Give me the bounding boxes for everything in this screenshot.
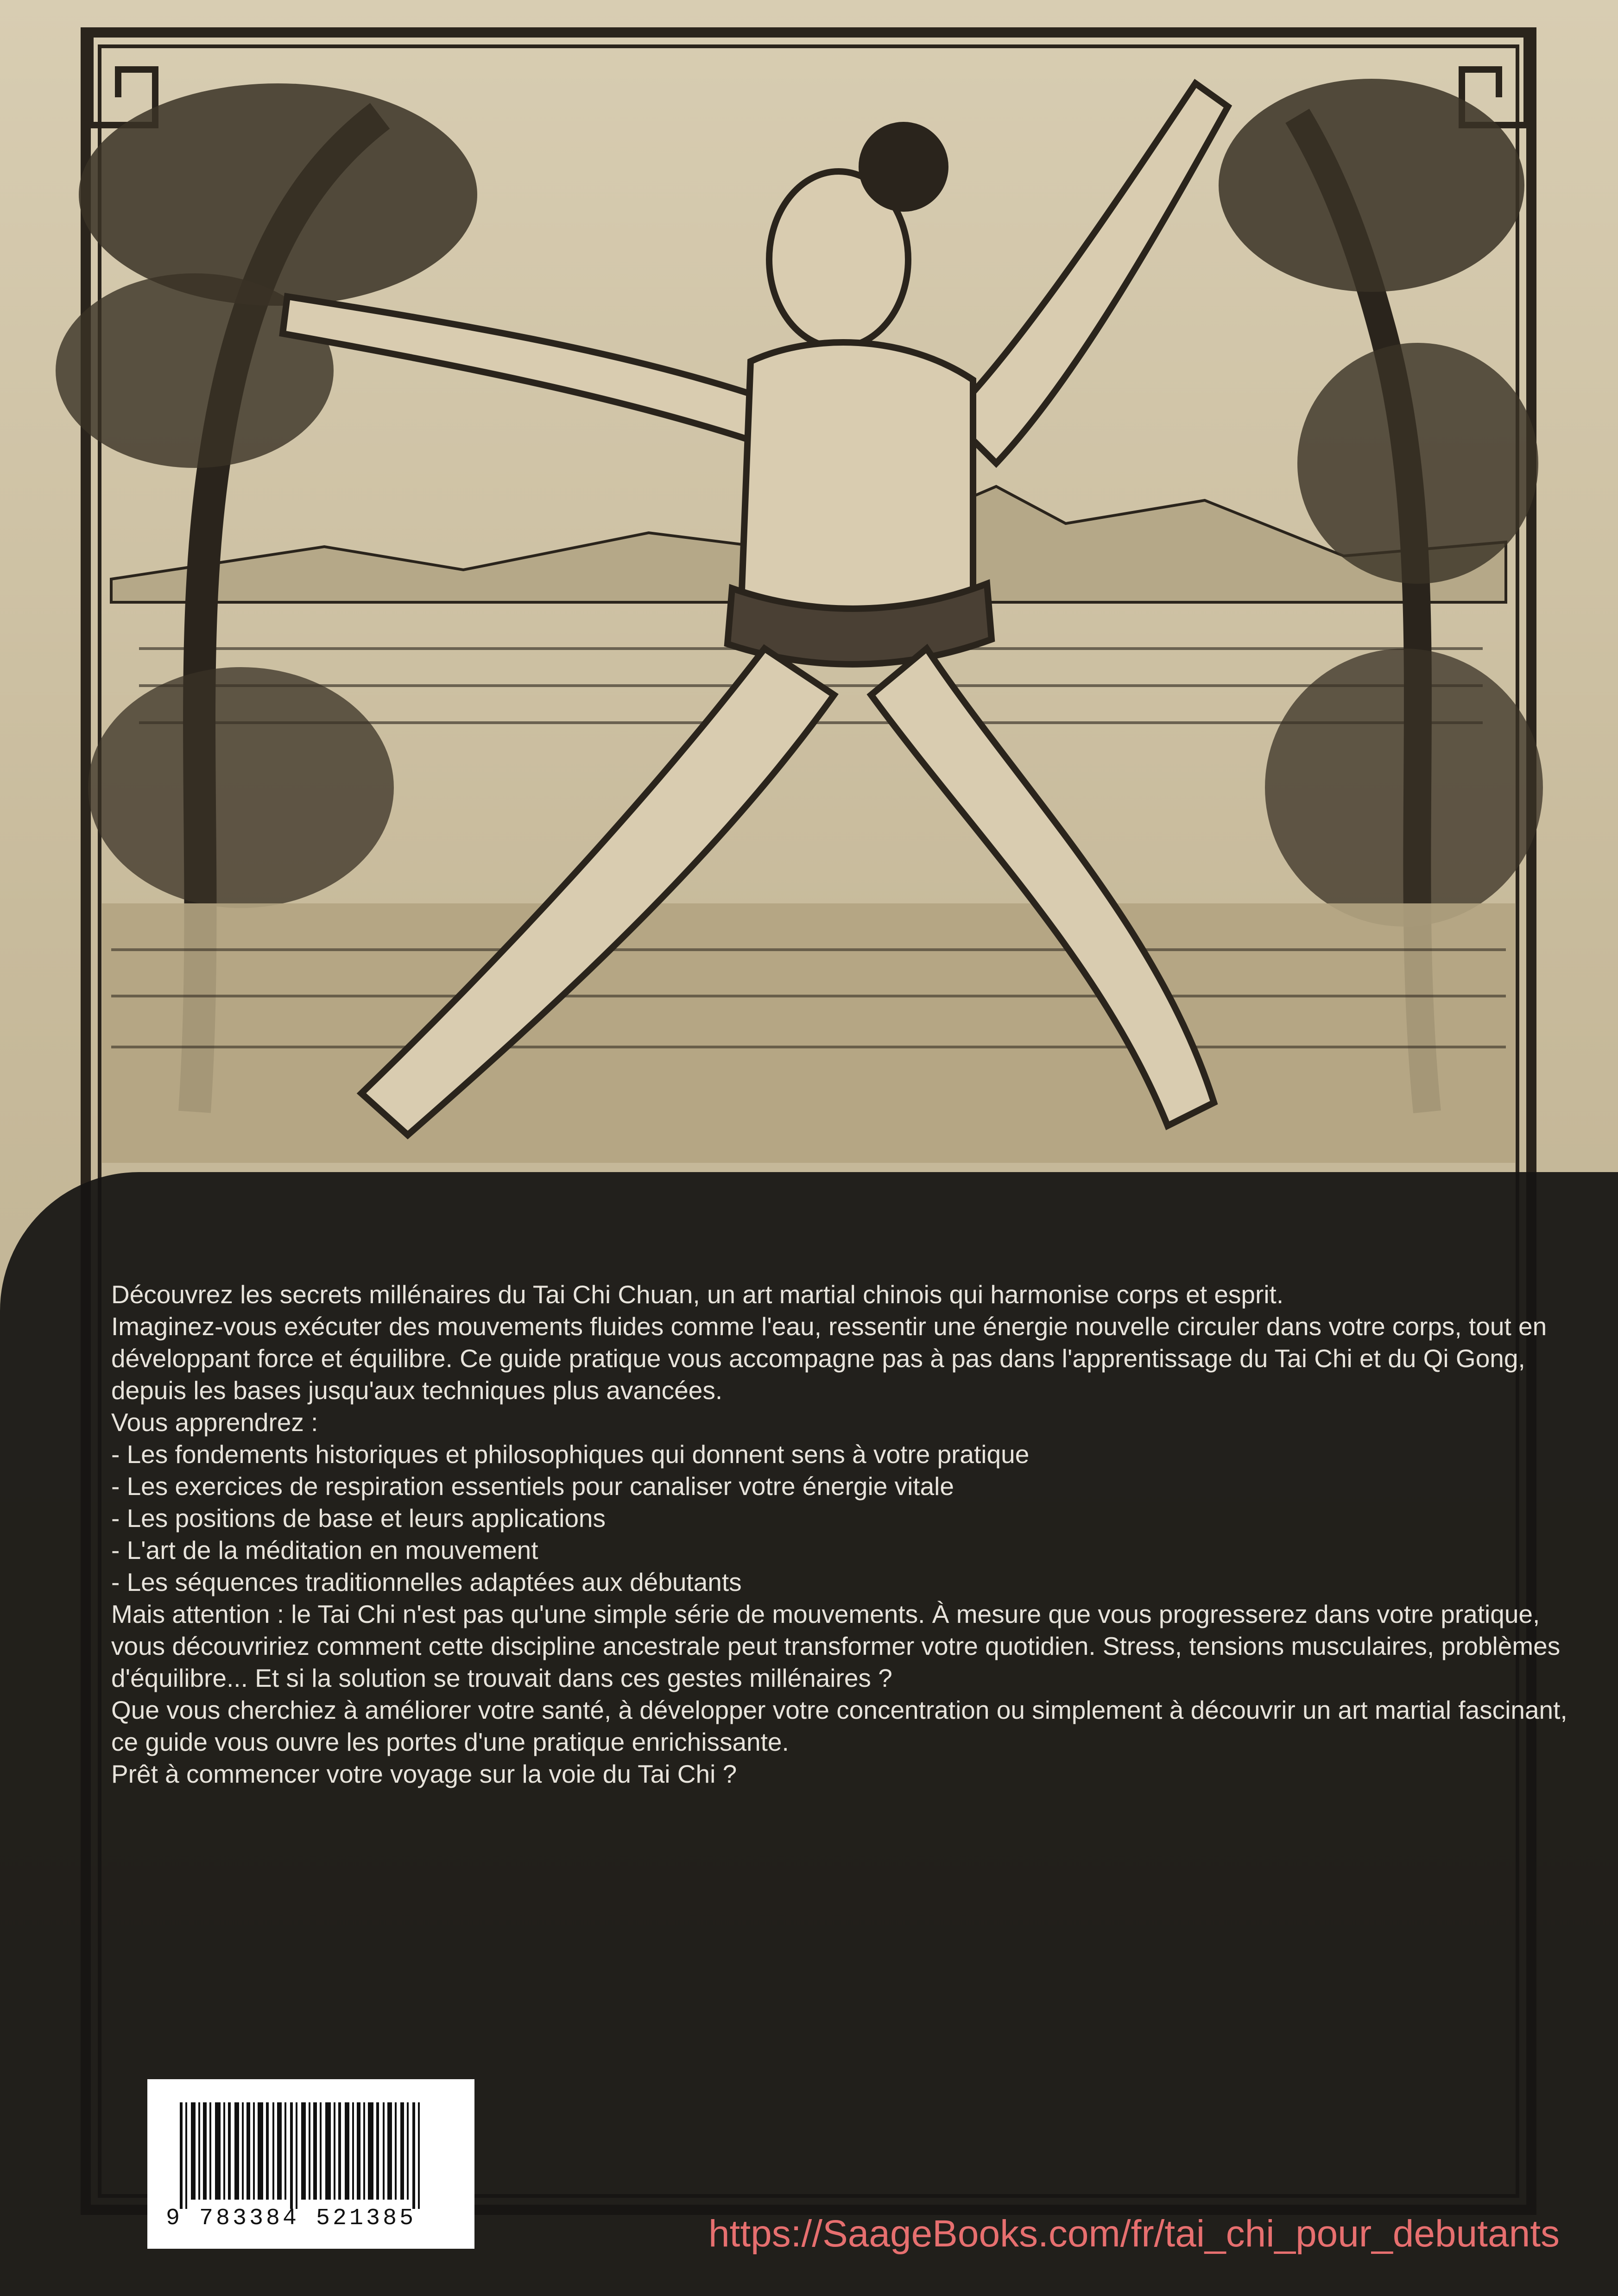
blurb-list-item: - Les séquences traditionnelles adaptées aux débutants (111, 1568, 742, 1596)
blurb-list-item: - Les exercices de respiration essentiels pour canaliser votre énergie vitale (111, 1472, 954, 1501)
blurb-list-item: - L'art de la méditation en mouvement (111, 1536, 538, 1564)
blurb-paragraph: Mais attention : le Tai Chi n'est pas qu'une simple série de mouvements. À mesure que vous progresserez dans votre pratique, vous découvririez comment cette discipline ancestrale peut transformer votre quotidien. Stress, tensions musculaires, problèmes d'équilibre... Et si la solution se trouvait dans ces gestes millénaires ? (111, 1600, 1561, 1692)
blurb-list-heading: Vous apprendrez : (111, 1408, 318, 1437)
blurb-paragraph: Imaginez-vous exécuter des mouvements fluides comme l'eau, ressentir une énergie nouvelle circuler dans votre corps, tout en développant force et équilibre. Ce guide pratique vous accompagne pas à pas dans l'apprentissage du Tai Chi et du Qi Gong, depuis les bases jusqu'aux techniques plus avancées. (111, 1312, 1547, 1405)
blurb-list-item: - Les positions de base et leurs applications (111, 1504, 606, 1533)
blurb-intro: Découvrez les secrets millénaires du Tai Chi Chuan, un art martial chinois qui harmonise corps et esprit. (111, 1280, 1284, 1309)
publisher-url[interactable]: https://SaageBooks.com/fr/tai_chi_pour_debutants (708, 2213, 1560, 2255)
blurb-paragraph: Que vous cherchiez à améliorer votre santé, à développer votre concentration ou simplement à découvrir un art martial fascinant, ce guide vous ouvre les portes d'une pratique enrichissante. (111, 1696, 1567, 1756)
blurb-list-item: - Les fondements historiques et philosophiques qui donnent sens à votre pratique (111, 1440, 1030, 1469)
isbn-barcode (147, 2079, 474, 2249)
blurb-closing: Prêt à commencer votre voyage sur la voie du Tai Chi ? (111, 1760, 737, 1788)
back-cover-blurb (111, 1279, 1571, 1790)
isbn-digits: 9 783384 521385 (166, 2205, 417, 2232)
